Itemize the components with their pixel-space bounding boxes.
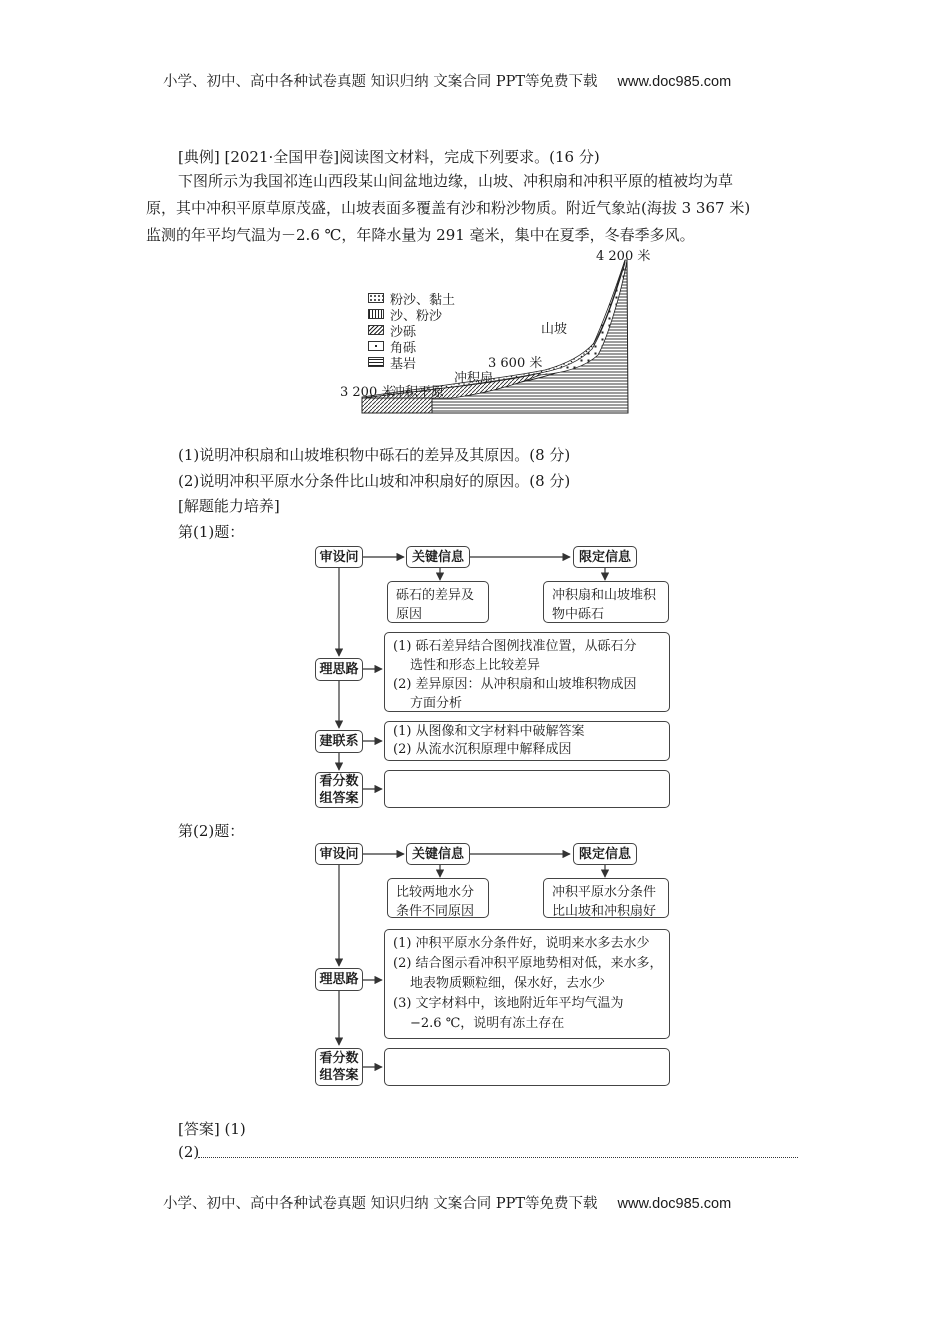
flow1-limit-content: 冲积扇和山坡堆积 物中砾石 — [543, 581, 669, 623]
silt-clay-swatch — [368, 293, 384, 303]
answer-line[interactable] — [198, 1157, 798, 1158]
flow1-si-content: (1) 砾石差异结合图例找准位置，从砾石分 选性和形态上比较差异 (2) 差异原因：从冲积扇和山坡堆积物成因 方面分析 — [384, 632, 670, 712]
sand-silt-swatch — [368, 309, 384, 319]
flow1-answer-blank[interactable] — [384, 770, 670, 808]
flow2-shen-box: 审设问 — [315, 843, 363, 865]
flow1-key-box: 关键信息 — [406, 546, 470, 568]
material-line-2: 原，其中冲积平原草原茂盛，山坡表面多覆盖有沙和粉沙物质。附近气象站(海拔 3 367 米) — [146, 199, 751, 217]
flow1-limit-box: 限定信息 — [573, 546, 637, 568]
flow2-si-content: (1) 冲积平原水分条件好，说明来水多去水少 (2) 结合图示看冲积平原地势相对低，来水多， 地表物质颗粒细，保水好，去水少 (3) 文字材料中，该地附近年平均气温为 −2.6 ℃，说明有冻土存在 — [384, 929, 670, 1039]
legend-bedrock: 基岩 — [368, 354, 455, 370]
flow2-key-box: 关键信息 — [406, 843, 470, 865]
label-3600m: 3 600 米 — [488, 356, 543, 371]
header-text: 小学、初中、高中各种试卷真题 知识归纳 文案合同 PPT等免费下载 — [163, 74, 598, 90]
page-header — [163, 70, 731, 91]
legend-sand-gravel: 沙砾 — [368, 322, 455, 338]
flow1-shen-box: 审设问 — [315, 546, 363, 568]
angular-gravel-swatch — [368, 341, 384, 351]
material-line-1: 下图所示为我国祁连山西段某山间盆地边缘，山坡、冲积扇和冲积平原的植被均为草 — [178, 172, 734, 190]
label-alluvial-plain: 冲积平原 — [392, 385, 445, 400]
footer-text: 小学、初中、高中各种试卷真题 知识归纳 文案合同 PPT等免费下载 — [163, 1196, 598, 1212]
footer-url[interactable]: www.doc985.com — [617, 1196, 732, 1212]
section-title: [解题能力培养] — [178, 497, 280, 515]
material-line-3: 监测的年平均气温为－2.6 ℃，年降水量为 291 毫米，集中在夏季，冬春季多风。 — [146, 226, 695, 244]
bedrock-swatch — [368, 357, 384, 367]
flow1-key-content: 砾石的差异及 原因 — [387, 581, 489, 623]
flow2-limit-content: 冲积平原水分条件 比山坡和冲积扇好 — [543, 878, 669, 918]
label-4200m: 4 200 米 — [596, 249, 651, 264]
flow2-answer-blank[interactable] — [384, 1048, 670, 1086]
header-url[interactable]: www.doc985.com — [617, 74, 732, 90]
flow2-limit-box: 限定信息 — [573, 843, 637, 865]
answer-label-2: (2) — [178, 1143, 200, 1161]
question-2: (2)说明冲积平原水分条件比山坡和冲积扇好的原因。(8 分) — [178, 472, 571, 490]
flow1-jian-content: (1) 从图像和文字材料中破解答案 (2) 从流水沉积原理中解释成因 — [384, 721, 670, 761]
terrain-diagram — [340, 245, 680, 420]
answer-label-1: [答案] (1) — [178, 1120, 246, 1138]
question-1: (1)说明冲积扇和山坡堆积物中砾石的差异及其原因。(8 分) — [178, 446, 571, 464]
legend-sand-silt: 沙、粉沙 — [368, 306, 455, 322]
flow1-kan-box: 看分数 组答案 — [315, 772, 363, 808]
diagram-legend — [368, 290, 455, 370]
material-paragraph — [146, 168, 806, 249]
sand-gravel-swatch — [368, 325, 384, 335]
question-intro: [典例] [2021·全国甲卷]阅读图文材料，完成下列要求。(16 分) — [178, 148, 600, 166]
flow2-key-content: 比较两地水分 条件不同原因 — [387, 878, 489, 918]
legend-silt-clay: 粉沙、黏土 — [368, 290, 455, 306]
flow2-kan-box: 看分数 组答案 — [315, 1048, 363, 1086]
flow2-si-box: 理思路 — [315, 968, 363, 991]
flow1-si-box: 理思路 — [315, 658, 363, 681]
plain-deposit — [362, 398, 432, 413]
flow1-jian-box: 建联系 — [315, 730, 363, 753]
part-1-label: 第(1)题： — [178, 523, 245, 541]
label-slope: 山坡 — [541, 322, 568, 337]
label-alluvial-fan: 冲积扇 — [454, 371, 494, 386]
page-footer — [163, 1192, 731, 1213]
part-2-label: 第(2)题： — [178, 822, 245, 840]
legend-angular-gravel: 角砾 — [368, 338, 455, 354]
label-3200m: 3 200 米 — [340, 385, 395, 400]
